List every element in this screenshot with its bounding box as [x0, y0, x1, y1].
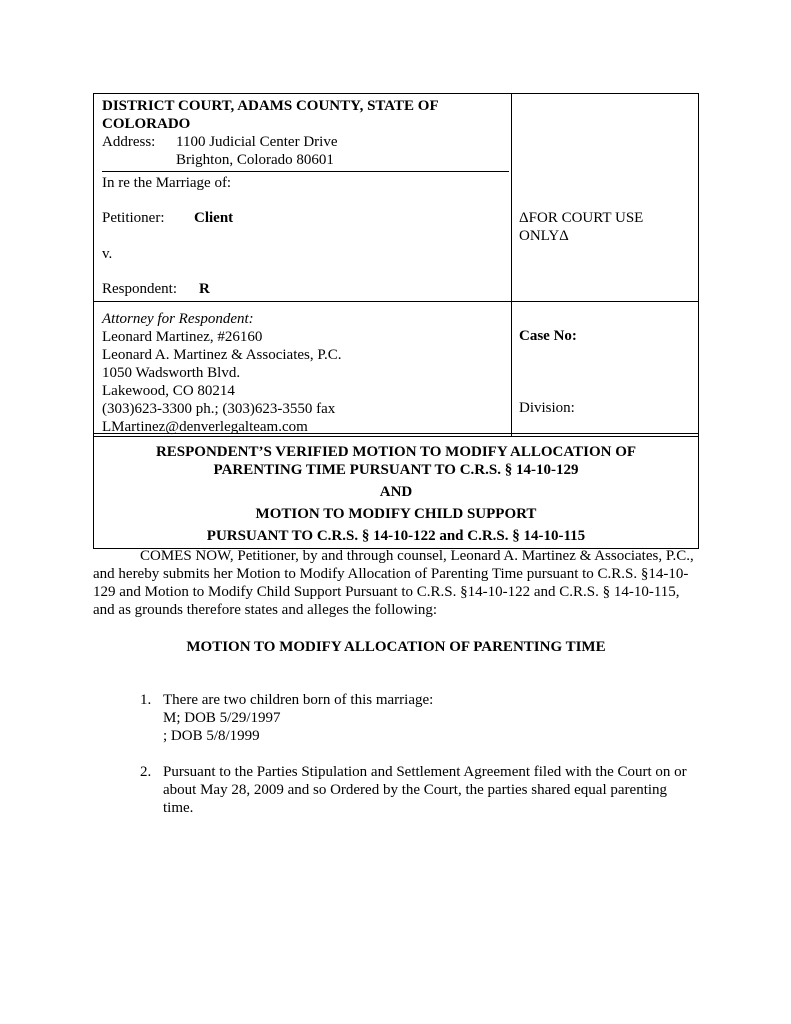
petitioner-name: Client [194, 210, 234, 226]
petitioner-line [102, 209, 504, 227]
children-statement: There are two children born of this marriage: [163, 692, 434, 708]
list-item-number: 1. [140, 692, 152, 708]
list-item-content: Pursuant to the Parties Stipulation and Settlement Agreement filed with the Court on or about May 28, 2009 and so Ordered by the Court, the parties shared equal parenting time. [163, 764, 687, 816]
court-use-line2: ONLYΔ [519, 228, 569, 244]
case-caption-table [93, 93, 699, 437]
court-name-line2: COLORADO [102, 116, 191, 132]
court-name-line1: DISTRICT COURT, ADAMS COUNTY, STATE OF [102, 98, 439, 114]
address-street: 1100 Judicial Center Drive [176, 134, 338, 150]
attorney-email: LMartinez@denverlegalteam.com [102, 419, 308, 435]
motion-title-line2: PARENTING TIME PURSUANT TO C.R.S. § 14-10-129 [213, 462, 579, 478]
attorney-firm: Leonard A. Martinez & Associates, P.C. [102, 347, 342, 363]
list-item-number: 2. [140, 764, 152, 780]
address-divider [102, 170, 509, 172]
versus-line: v. [102, 246, 113, 262]
numbered-list [93, 691, 699, 817]
attorney-phone-fax: (303)623-3300 ph.; (303)623-3550 fax [102, 401, 336, 417]
case-number-label: Case No: [519, 328, 577, 344]
attorney-heading: Attorney for Respondent: [102, 311, 254, 327]
division-label: Division: [519, 400, 575, 416]
list-item-content [163, 691, 699, 745]
motion-title-line4: MOTION TO MODIFY CHILD SUPPORT [255, 506, 537, 522]
court-use-cell [512, 94, 698, 301]
court-and-parties-cell [94, 94, 512, 301]
motion-title-box [93, 433, 699, 549]
caption-row-parties [94, 94, 698, 302]
address-label: Address: [102, 134, 156, 150]
child-one: M; DOB 5/29/1997 [163, 710, 281, 726]
attorney-name: Leonard Martinez, #26160 [102, 329, 263, 345]
court-address-line1 [102, 133, 504, 151]
child-two: ; DOB 5/8/1999 [163, 728, 260, 744]
intro-paragraph: COMES NOW, Petitioner, by and through counsel, Leonard A. Martinez & Associates, P.C., and hereby submits her Motion to Modify Allocation of Parenting Time pursuant to C.R.S. §14-10-129 and Motion to Modify Child Support Pursuant to C.R.S. §14-10-122 and C.R.S. § 14-10-115, and as grounds therefore states and alleges the following: [93, 548, 694, 618]
attorney-cell [94, 302, 512, 436]
in-re-line: In re the Marriage of: [102, 175, 232, 191]
motion-title-line1: RESPONDENT’S VERIFIED MOTION TO MODIFY ALLOCATION OF [155, 444, 637, 460]
court-use-line1: ΔFOR COURT USE [519, 210, 644, 226]
respondent-name: R [199, 281, 210, 297]
respondent-label: Respondent: [102, 281, 177, 297]
list-item [140, 691, 699, 745]
court-use-only-label [519, 209, 679, 245]
case-info-cell [512, 302, 698, 436]
motion-title-and: AND [379, 484, 413, 500]
petitioner-label: Petitioner: [102, 210, 165, 226]
list-item [140, 763, 699, 817]
attorney-city: Lakewood, CO 80214 [102, 383, 235, 399]
attorney-street: 1050 Wadsworth Blvd. [102, 365, 241, 381]
motion-title-line5: PURSUANT TO C.R.S. § 14-10-122 and C.R.S. § 14-10-115 [206, 528, 586, 544]
section-heading: MOTION TO MODIFY ALLOCATION OF PARENTING TIME [186, 639, 606, 655]
court-address-line2: Brighton, Colorado 80601 [176, 152, 334, 168]
respondent-line [102, 280, 504, 298]
motion-body [93, 547, 699, 835]
caption-row-attorney [94, 302, 698, 436]
